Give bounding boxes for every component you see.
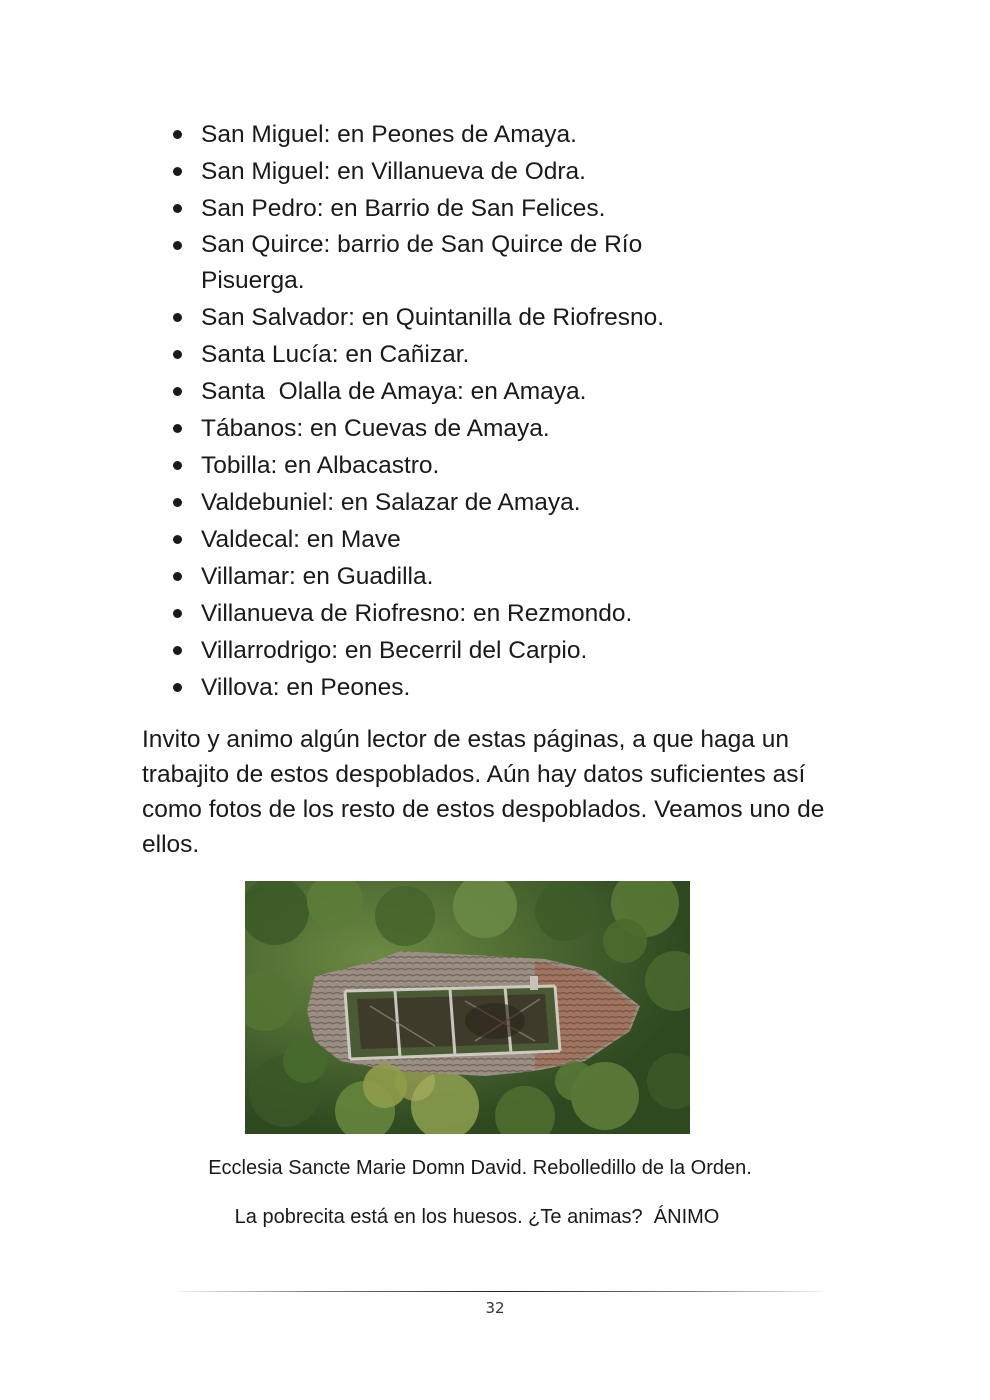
footer-divider: [178, 1290, 823, 1292]
list-item: San Miguel: en Villanueva de Odra.: [170, 153, 890, 190]
list-item: San Miguel: en Peones de Amaya.: [170, 116, 890, 153]
list-item: San Pedro: en Barrio de San Felices.: [170, 190, 890, 227]
list-item: Villanueva de Riofresno: en Rezmondo.: [170, 595, 890, 632]
list-item: Villamar: en Guadilla.: [170, 558, 890, 595]
page-number: 32: [485, 1299, 505, 1317]
body-paragraph: Invito y animo algún lector de estas páginas, a que haga un trabajito de estos despoblados. Aún hay datos suficientes así como fotos de los resto de estos despoblados. Veamos uno de ellos.: [142, 726, 825, 858]
place-list: [170, 116, 890, 706]
bullet-icon: [173, 350, 182, 359]
bullet-icon: [173, 424, 182, 433]
bullet-icon: [173, 204, 182, 213]
list-item: Santa Lucía: en Cañizar.: [170, 336, 890, 373]
bullet-icon: [173, 572, 182, 581]
bullet-icon: [173, 609, 182, 618]
bullet-icon: [173, 683, 182, 692]
photo-caption: Ecclesia Sancte Marie Domn David. Rebolledillo de la Orden.: [208, 1157, 752, 1179]
photo-subcaption: La pobrecita está en los huesos. ¿Te animas? ÁNIMO: [234, 1206, 720, 1228]
bullet-icon: [173, 167, 182, 176]
bullet-icon: [173, 498, 182, 507]
list-item: Tobilla: en Albacastro.: [170, 447, 890, 484]
church-ruin-aerial-photo: [245, 881, 690, 1134]
list-item: Valdebuniel: en Salazar de Amaya.: [170, 484, 890, 521]
list-item: Valdecal: en Mave: [170, 521, 890, 558]
bullet-icon: [173, 241, 182, 250]
list-item: Villarrodrigo: en Becerril del Carpio.: [170, 632, 890, 669]
bullet-icon: [173, 313, 182, 322]
list-item: Santa Olalla de Amaya: en Amaya.: [170, 373, 890, 410]
bullet-icon: [173, 130, 182, 139]
bullet-icon: [173, 387, 182, 396]
list-item: San Salvador: en Quintanilla de Riofresno.: [170, 299, 890, 336]
list-item: Tábanos: en Cuevas de Amaya.: [170, 410, 890, 447]
bullet-icon: [173, 461, 182, 470]
bullet-icon: [173, 646, 182, 655]
bullet-icon: [173, 535, 182, 544]
list-item: Villova: en Peones.: [170, 669, 890, 706]
list-item: San Quirce: barrio de San Quirce de Río Pisuerga.: [170, 227, 890, 299]
